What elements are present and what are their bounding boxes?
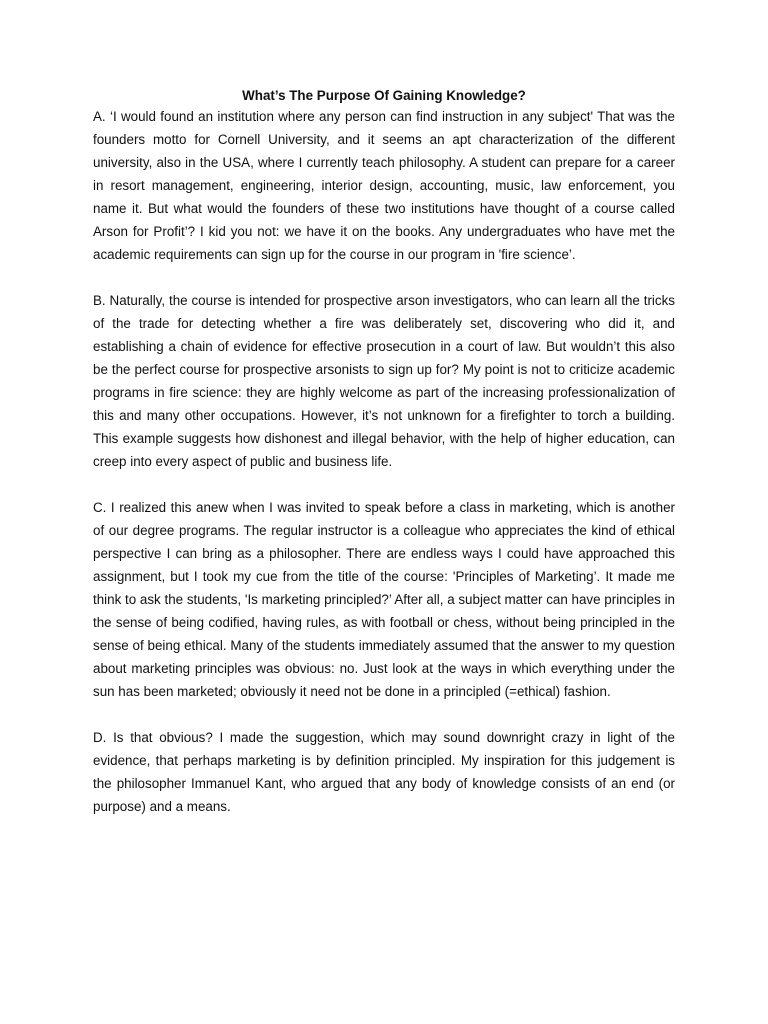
- paragraph-c: C. I realized this anew when I was invited to speak before a class in marketing, which is another of our degree programs. The regular instructor is a colleague who appreciates the kind of ethical perspective I can bring as a philosopher. There are endless ways I could have approached this assignment, but I took my cue from the title of the course: 'Principles of Marketing’. It made me think to ask the students, 'Is marketing principled?’ After all, a subject matter can have principles in the sense of being codified, having rules, as with football or chess, without being principled in the sense of being ethical. Many of the students immediately assumed that the answer to my question about marketing principles was obvious: no. Just look at the ways in which everything under the sun has been marketed; obviously it need not be done in a principled (=ethical) fashion.: [93, 500, 675, 699]
- document-title: What’s The Purpose Of Gaining Knowledge?: [242, 88, 526, 103]
- document-body: [93, 87, 675, 818]
- paragraph-spacer: [93, 266, 675, 289]
- paragraph-d: D. Is that obvious? I made the suggestion, which may sound downright crazy in light of the evidence, that perhaps marketing is by definition principled. My inspiration for this judgement is the philosopher Immanuel Kant, who argued that any body of knowledge consists of an end (or purpose) and a means.: [93, 730, 675, 814]
- paragraph-a: A. ‘I would found an institution where any person can find instruction in any subject' That was the founders motto for Cornell University, and it seems an apt characterization of the different university, also in the USA, where I currently teach philosophy. A student can prepare for a career in resort management, engineering, interior design, accounting, music, law enforcement, you name it. But what would the founders of these two institutions have thought of a course called Arson for Profit’? I kid you not: we have it on the books. Any undergraduates who have met the academic requirements can sign up for the course in our program in 'fire science’.: [93, 109, 675, 262]
- paragraph-b: B. Naturally, the course is intended for prospective arson investigators, who can learn all the tricks of the trade for detecting whether a fire was deliberately set, discovering who did it, and establishing a chain of evidence for effective prosecution in a court of law. But wouldn’t this also be the perfect course for prospective arsonists to sign up for? My point is not to criticize academic programs in fire science: they are highly welcome as part of the increasing professionalization of this and many other occupations. However, it’s not unknown for a firefighter to torch a building. This example suggests how dishonest and illegal behavior, with the help of higher education, can creep into every aspect of public and business life.: [93, 293, 675, 469]
- paragraph-spacer: [93, 703, 675, 726]
- paragraph-spacer: [93, 473, 675, 496]
